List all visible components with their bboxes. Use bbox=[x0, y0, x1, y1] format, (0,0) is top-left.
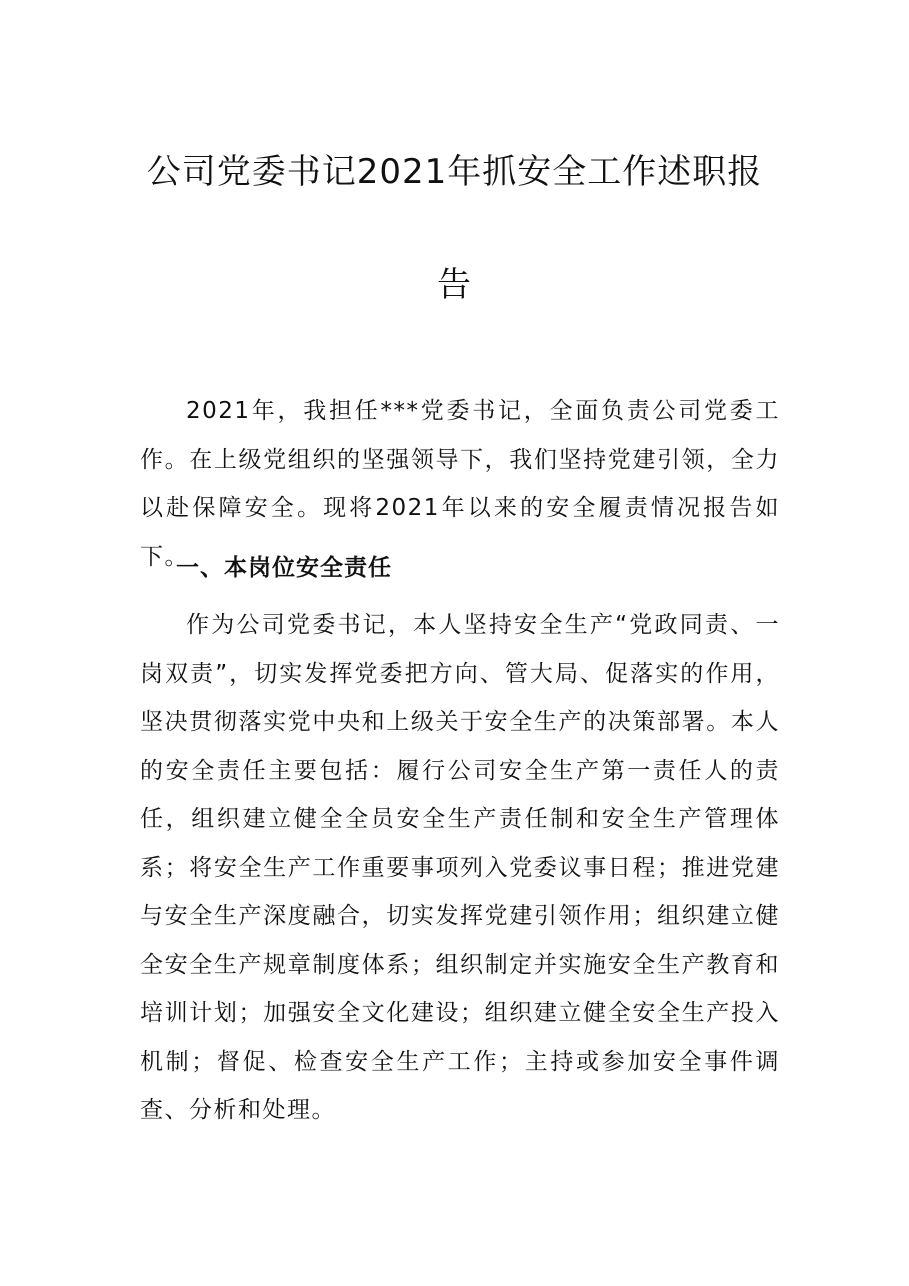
responsibility-paragraph: 作为公司党委书记，本人坚持安全生产“党政同责、一岗双责”，切实发挥党委把方向、管大局、促落实的作用，坚决贯彻落实党中央和上级关于安全生产的决策部署。本人的安全责任主要包括：履行公司安全生产第一责任人的责任，组织建立健全全员安全生产责任制和安全生产管理体系；将安全生产工作重要事项列入党委议事日程；推进党建与安全生产深度融合，切实发挥党建引领作用；组织建立健全安全生产规章制度体系；组织制定并实施安全生产教育和培训计划；加强安全文化建设；组织建立健全安全生产投入机制；督促、检查安全生产工作；主持或参加安全事件调查、分析和处理。 bbox=[140, 612, 780, 1123]
section-heading-1: 一、本岗位安全责任 bbox=[176, 555, 392, 581]
document-title-line-2: 告 bbox=[437, 265, 472, 305]
document-title-line-1: 公司党委书记2021年抓安全工作述职报 bbox=[146, 152, 763, 192]
intro-paragraph: 2021年，我担任***党委书记，全面负责公司党委工作。在上级党组织的坚强领导下，我们坚持党建引领，全力以赴保障安全。现将2021年以来的安全履责情况报告如下。 bbox=[140, 398, 780, 570]
